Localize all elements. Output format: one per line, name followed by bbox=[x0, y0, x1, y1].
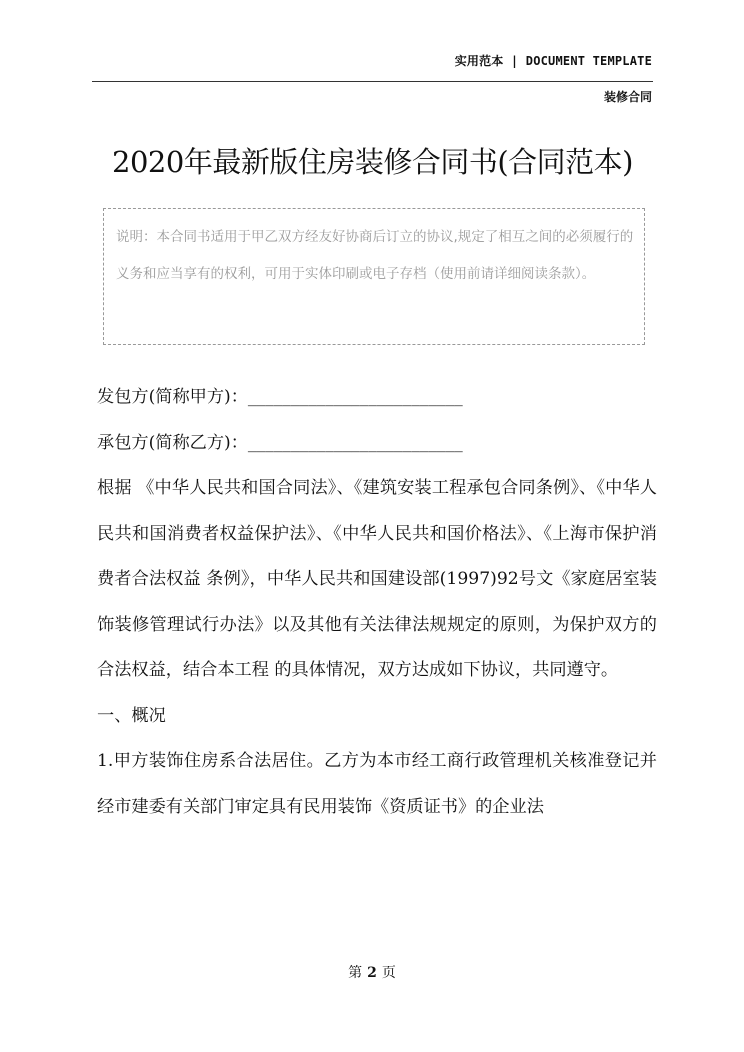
section-heading: 一、概况 bbox=[97, 705, 166, 726]
usage-note-text: 说明：本合同书适用于甲乙双方经友好协商后订立的协议,规定了相互之间的必须履行的义务和应当享有的权利，可用于实体印刷或电子存档（使用前请详细阅读条款）。 bbox=[116, 229, 634, 282]
document-title: 2020年最新版住房装修合同书(合同范本) bbox=[112, 145, 633, 179]
party-b-line bbox=[97, 421, 657, 467]
page-suffix: 页 bbox=[381, 965, 396, 981]
party-a-blank: _________________________ bbox=[247, 387, 463, 407]
document-body bbox=[97, 375, 657, 830]
usage-note-box bbox=[103, 208, 645, 345]
party-b-label: 承包方(简称乙方)： bbox=[97, 432, 248, 453]
legal-basis-paragraph: 根据 《中华人民共和国合同法》、《建筑安装工程承包合同条例》、《中华人民共和国消费者权益保护法》、《中华人民共和国价格法》、《上海市保护消费者合法权益 条例》，中华人民共和国建设部(1997)92号文《家庭居室装饰装修管理试行办法》以及其他有关法律法规规定的原则，为保护双方的合法权益，结合本工程 的具体情况，双方达成如下协议，共同遵守。 bbox=[97, 478, 657, 680]
section-item: 1.甲方装饰住房系合法居住。乙方为本市经工商行政管理机关核准登记并经市建委有关部门审定具有民用装饰《资质证书》的企业法 bbox=[97, 751, 657, 817]
party-a-line bbox=[97, 375, 657, 421]
page-number-footer bbox=[0, 962, 744, 982]
header-category-label: 装修合同 bbox=[603, 90, 652, 104]
header-divider bbox=[92, 81, 653, 82]
page-prefix: 第 bbox=[348, 965, 363, 981]
page-number: 2 bbox=[367, 965, 377, 981]
header-template-label: 实用范本 | DOCUMENT TEMPLATE bbox=[454, 54, 652, 68]
party-a-label: 发包方(简称甲方)： bbox=[97, 387, 248, 407]
party-b-blank: _________________________ bbox=[247, 432, 463, 453]
